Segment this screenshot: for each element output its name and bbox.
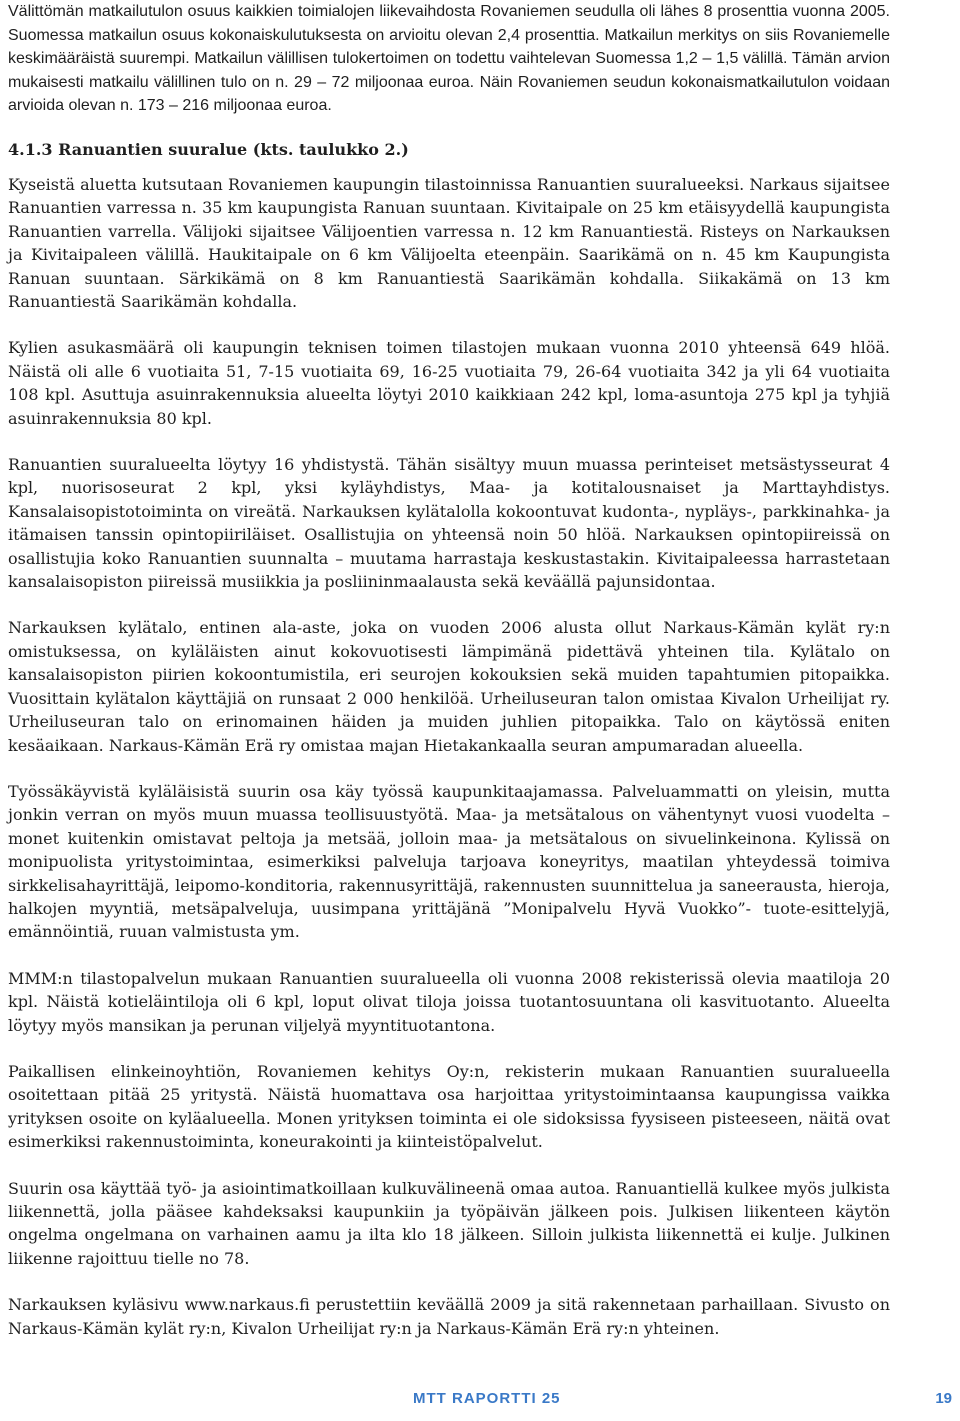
paragraph-employment: Työssäkäyvistä kyläläisistä suurin osa käy työssä kaupunkitaajamassa. Palveluammatti on yleisin, mutta jonkin verran on myös muun muassa teollisuustyötä. Maa- ja metsätalous on vähentynyt vuosi vuodelta – monet kuitenkin omistavat peltoja ja metsää, jolloin maa- ja metsätalous on sivuelinkeinona. Kylissä on monipuolista yritystoimintaa, esimerkiksi palveluja tarjoava koneyritys, maatilan yhteydessä toimiva sirkkelisahayrittäjä, leipomo-konditoria, rakennusyrittäjä, rakennusten suunnittelua ja saneerausta, hieroja, halkojen myyntiä, metsäpalveluja, uusimpana yrittäjänä ”Monipalvelu Hyvä Vuokko”- tuote-esittelyjä, emännöintiä, ruuan valmistusta ym. — [8, 781, 890, 942]
paragraph-population: Kylien asukasmäärä oli kaupungin teknisen toimen tilastojen mukaan vuonna 2010 yhteensä 649 hlöä. Näistä oli alle 6 vuotiaita 51, 7-15 vuotiaita 69, 16-25 vuotiaita 79, 26-64 vuotiaita 342 ja yli 64 vuotiaita 108 kpl. Asuttuja asuinrakennuksia alueelta löytyi 2010 kaikkiaan 242 kpl, loma-asuntoja 275 kpl ja tyhjiä asuinrakennuksia 80 kpl. — [8, 338, 890, 428]
paragraph-transport: Suurin osa käyttää työ- ja asiointimatkoillaan kulkuvälineenä omaa autoa. Ranuantiellä kulkee myös julkista liikennettä, jolla pääsee kahdeksaksi kaupunkiin ja työpäivän jälkeen pois. Julkisen liikenteen käytön ongelma ongelmana on varhainen aamu ja ilta klo 18 jälkeen. Silloin julkista liikennettä ei kulje. Julkinen liikenne rajoittuu tielle no 78. — [8, 1178, 890, 1268]
report-name: MTT RAPORTTI 25 — [413, 1390, 561, 1407]
paragraph-businesses: Paikallisen elinkeinoyhtiön, Rovaniemen kehitys Oy:n, rekisterin mukaan Ranuantien suuralueella osoitettaan pitää 25 yritystä. Näistä huomattava osa harjoittaa yritystoimintaansa kaupungissa vaikka yrityksen osoite on kyläalueella. Monen yrityksen toiminta ei ole sidoksissa fyysiseen pisteeseen, näitä ovat esimerkiksi rakennustoiminta, koneurakointi ja kiinteistöpalvelut. — [8, 1061, 890, 1152]
paragraph-tourism-income: Välittömän matkailutulon osuus kaikkien toimialojen liikevaihdosta Rovaniemen seudulla oli lähes 8 prosenttia vuonna 2005. Suomessa matkailun osuus kokonaiskulutuksesta on arvioitu olevan 2,4 prosenttia. Matkailun merkitys on siis Rovaniemelle keskimääräistä suurempi. Matkailun välillisen tulokertoimen on todettu vaihtelevan Suomessa 1,2 – 1,5 välillä. Tämän arvion mukaisesti matkailu välillinen tulo on n. 29 – 72 miljoonaa euroa. Näin Rovaniemen seudun kokonaismatkailutulon voidaan arvioida olevan n. 173 – 216 miljoonaa euroa. — [8, 3, 890, 115]
paragraph-associations: Ranuantien suuralueelta löytyy 16 yhdistystä. Tähän sisältyy muun muassa perinteiset metsästysseurat 4 kpl, nuorisoseurat 2 kpl, yksi kyläyhdistys, Maa- ja kotitalousnaiset ja Marttayhdistys. Kansalaisopistotoiminta on vireätä. Narkauksen kylätalolla kokoontuvat kudonta-, nypläys-, parkkinahka- ja itämaisen tanssin opintopiiriläiset. Osallistujia on yhteensä noin 50 hlöä. Narkauksen opintopiireissä on osallistujia koko Ranuantien suunnalta – muutama harrastaja keskustastakin. Kivitaipaleessa harrastetaan kansalaisopiston piireissä musiikkia ja posliininmaalausta sekä keväällä pajunsidontaa. — [8, 455, 890, 592]
paragraph-village-hall: Narkauksen kylätalo, entinen ala-aste, joka on vuoden 2006 alusta ollut Narkaus-Kämän kylät ry:n omistuksessa, on kyläläisten ainut kokovuotisesti lämpimänä pidettävä yhteinen tila. Kylätalo on kansalaisopiston piirien kokoontumistila, eri seurojen kokouksien sekä muiden tapahtumien pitopaikka. Vuosittain kylätalon käyttäjiä on runsaat 2 000 henkilöä. Urheiluseuran talon omistaa Kivalon Urheilijat ry. Urheiluseuran talo on erinomainen häiden ja muiden juhlien pitopaikka. Talo on käytössä eniten kesäaikaan. Narkaus-Kämän Erä ry omistaa majan Hietakankaalla seuran ampumaradan alueella. — [8, 618, 890, 755]
document-body — [8, 0, 890, 1363]
paragraph-website: Narkauksen kyläsivu www.narkaus.fi perustettiin keväällä 2009 ja sitä rakennetaan parhaillaan. Sivusto on Narkaus-Kämän kylät ry:n, Kivalon Urheilijat ry:n ja Narkaus-Kämän Erä ry:n yhteinen. — [8, 1295, 890, 1338]
paragraph-area-description: Kyseistä aluetta kutsutaan Rovaniemen kaupungin tilastoinnissa Ranuantien suuralueeksi. Narkaus sijaitsee Ranuantien varressa n. 35 km kaupungista Ranuan suuntaan. Kivitaipale on 25 km etäisyydellä kaupungista Ranuantien varrella. Välijoki sijaitsee Välijoentien varressa n. 12 km Ranuantiestä. Risteys on Narkauksen ja Kivitaipaleen välillä. Haukitaipale on 6 km Välijoelta eteenpäin. Saarikämä on n. 45 km Kaupungista Ranuan suuntaan. Särkikämä on 8 km Ranuantiestä Saarikämän kohdalla. Siikakämä on 13 km Ranuantiestä Saarikämän kohdalla. — [8, 174, 890, 311]
section-heading: 4.1.3 Ranuantien suuralue (kts. taulukko 2.) — [8, 139, 409, 159]
page-number: 19 — [935, 1390, 952, 1407]
page-footer — [0, 1381, 960, 1421]
paragraph-farms: MMM:n tilastopalvelun mukaan Ranuantien suuralueella oli vuonna 2008 rekisterissä olevia maatiloja 20 kpl. Näistä kotieläintiloja oli 6 kpl, loput olivat tiloja joissa tuotantosuuntana oli kasvituotanto. Alueelta löytyy myös mansikan ja perunan viljelyä myyntituotantona. — [8, 968, 890, 1035]
